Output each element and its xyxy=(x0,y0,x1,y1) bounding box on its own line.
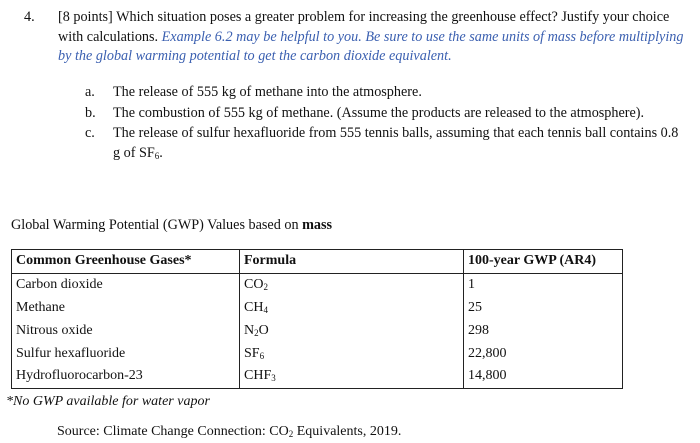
cell-gwp: 25 xyxy=(464,297,623,320)
option-letter: b. xyxy=(85,104,96,121)
gwp-title-bold: mass xyxy=(302,217,333,233)
header-gwp: 100-year GWP (AR4) xyxy=(464,250,623,274)
table-row xyxy=(12,319,623,342)
option-c xyxy=(85,124,685,163)
option-text: The release of 555 kg of methane into the atmosphere. xyxy=(113,84,422,100)
formula-main: CH xyxy=(244,299,264,315)
formula-sub: 3 xyxy=(271,373,276,384)
table-header-row xyxy=(12,250,623,274)
formula-sub: 2 xyxy=(263,282,268,293)
table-footnote: *No GWP available for water vapor xyxy=(6,394,210,409)
source-text-end: Equivalents, 2019. xyxy=(293,424,402,439)
option-subscript: 6 xyxy=(154,150,160,161)
cell-formula xyxy=(240,297,464,320)
option-letter: a. xyxy=(85,84,95,100)
option-a xyxy=(85,83,685,103)
options-list xyxy=(85,83,685,164)
question-text: Which situation poses a greater problem for increasing the greenhouse effect? Justify your choice with calculations. xyxy=(58,9,670,45)
table-row xyxy=(12,342,623,365)
formula-main: SF xyxy=(244,345,260,361)
formula-main: N xyxy=(244,322,255,338)
cell-gas: Methane xyxy=(12,297,240,320)
table-row xyxy=(12,365,623,388)
table-row xyxy=(12,273,623,296)
cell-formula xyxy=(240,365,464,388)
source-text: Source: Climate Change Connection: CO xyxy=(57,424,289,439)
cell-gwp: 22,800 xyxy=(464,342,623,365)
gwp-title-text: Global Warming Potential (GWP) Values based on xyxy=(11,217,299,233)
table-row xyxy=(12,297,623,320)
formula-sub: 6 xyxy=(259,350,265,361)
option-b xyxy=(85,104,685,124)
option-text-end: . xyxy=(159,144,163,161)
cell-gas: Nitrous oxide xyxy=(12,319,240,342)
header-formula: Formula xyxy=(240,250,464,274)
formula-sub: 2 xyxy=(254,327,259,338)
question-block xyxy=(24,8,692,67)
gwp-table xyxy=(11,249,623,389)
cell-gwp: 1 xyxy=(464,273,623,296)
formula-after: O xyxy=(258,322,269,338)
cell-gas: Hydrofluorocarbon-23 xyxy=(12,365,240,388)
cell-formula xyxy=(240,342,464,365)
header-gas: Common Greenhouse Gases* xyxy=(12,250,240,274)
question-hint: Example 6.2 may be helpful to you. Be sure to use the same units of mass before multiplying by the global warming potential to get the carbon dioxide equivalent. xyxy=(58,28,684,64)
source-citation xyxy=(57,424,401,440)
formula-main: CO xyxy=(244,277,264,293)
option-text: The release of sulfur hexafluoride from 555 tennis balls, assuming that each tennis ball contains 0.8 g of SF xyxy=(113,125,679,161)
cell-gas: Sulfur hexafluoride xyxy=(12,342,240,365)
question-points: [8 points] xyxy=(58,9,113,25)
cell-gwp: 298 xyxy=(464,319,623,342)
cell-formula xyxy=(240,273,464,296)
option-text: The combustion of 555 kg of methane. (Assume the products are released to the atmosphere). xyxy=(113,104,645,121)
gwp-table-title xyxy=(11,217,332,234)
source-subscript: 2 xyxy=(288,429,294,439)
cell-gwp: 14,800 xyxy=(464,365,623,388)
formula-sub: 4 xyxy=(263,304,268,315)
question-number: 4. xyxy=(24,9,35,25)
cell-gas: Carbon dioxide xyxy=(12,273,240,296)
option-letter: c. xyxy=(85,125,95,141)
cell-formula xyxy=(240,319,464,342)
formula-main: CHF xyxy=(244,368,272,384)
